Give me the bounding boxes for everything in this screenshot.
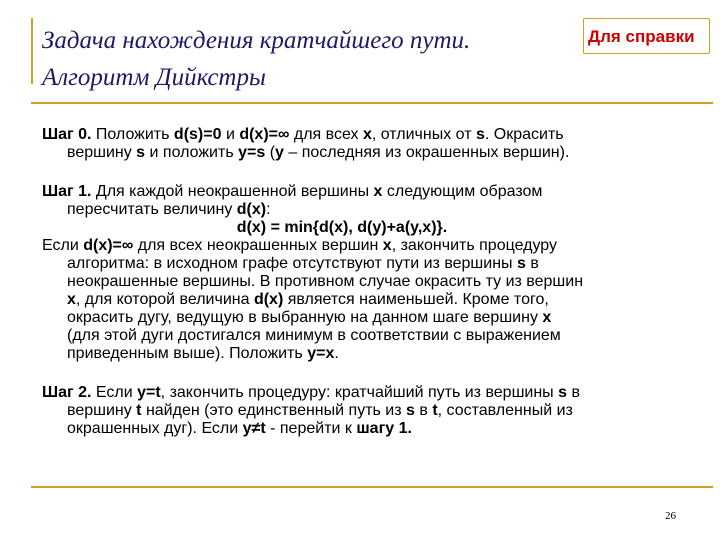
step-0-text: для всех — [289, 126, 363, 143]
step-1-term: s — [516, 255, 526, 272]
step-1-term: x — [373, 183, 383, 200]
step-2-text: в — [567, 384, 580, 401]
reference-badge: Для справки — [583, 18, 710, 54]
step-1-text: Для каждой неокрашенной вершины — [91, 183, 374, 200]
step-0-text: Положить — [91, 126, 174, 143]
step-2-text: - перейти к — [265, 420, 357, 437]
step-1-text: алгоритма: в исходном графе отсутствуют пути из вершины — [67, 255, 517, 272]
step-0-text: вершину — [67, 144, 137, 161]
step-1-term: x — [67, 291, 76, 308]
step-0-term: s — [136, 144, 146, 161]
step-0-text: – последняя из окрашенных вершин). — [283, 144, 570, 161]
step-2-paragraph — [42, 384, 702, 438]
spacer — [42, 363, 702, 384]
title-divider-line — [31, 102, 713, 104]
step-2-term: y=t — [137, 384, 161, 401]
step-2-text: в — [414, 402, 433, 419]
slide-title — [42, 22, 562, 96]
step-0-text: , отличных от — [371, 126, 476, 143]
step-2-text: окрашенных дуг). Если — [67, 420, 243, 437]
step-0-paragraph — [42, 126, 702, 162]
step-1-else-line-4 — [42, 291, 702, 309]
step-2-text: найден (это единственный путь из — [141, 402, 407, 419]
step-1-term: y=x — [307, 345, 335, 362]
step-1-text: приведенным выше). Положить — [67, 345, 308, 362]
step-2-text: вершину — [67, 402, 137, 419]
step-2-line-1 — [42, 384, 702, 402]
step-1-term: d(x) — [253, 291, 284, 308]
step-2-term: s — [558, 384, 568, 401]
step-1-text: для всех неокрашенных вершин — [133, 237, 383, 254]
step-0-text: и — [221, 126, 240, 143]
step-2-line-2 — [42, 402, 702, 420]
step-2-term: t — [136, 402, 142, 419]
step-1-term: x — [542, 309, 552, 326]
step-1-else-line-5 — [42, 309, 702, 327]
step-1-text: (для этой дуги достигался минимум в соответствии с выражением — [67, 327, 561, 344]
step-0-line-2 — [42, 144, 702, 162]
step-1-else-line-1 — [42, 237, 702, 255]
update-formula: d(x) = min{d(x), d(y)+a(y,x)}. — [236, 219, 448, 236]
step-1-text: , закончить процедуру — [391, 237, 557, 254]
step-0-term: s — [475, 126, 485, 143]
step-0-term: y — [275, 144, 284, 161]
step-0-text: . Окрасить — [484, 126, 564, 143]
step-0-text: и положить — [145, 144, 239, 161]
title-line-1: Задача нахождения кратчайшего пути. — [42, 27, 471, 54]
page-number: 26 — [665, 510, 676, 522]
step-1-text: в — [525, 255, 539, 272]
step-2-term: t — [432, 402, 438, 419]
step-1-text: является наименьшей. Кроме того, — [283, 291, 549, 308]
step-1-term: x — [382, 237, 392, 254]
step-2-text: , закончить процедуру: кратчайший путь из вершины — [160, 384, 559, 401]
step-0-term: d(s)=0 — [173, 126, 222, 143]
step-1-text: следующим образом — [382, 183, 543, 200]
step-1-else-line-6 — [42, 327, 702, 345]
step-1-text: окрасить дугу, ведущую в выбранную на данном шаге вершину — [67, 309, 543, 326]
spacer — [42, 162, 702, 183]
step-2-text: Если — [91, 384, 138, 401]
step-1-formula — [42, 219, 642, 237]
step-1-text: неокрашенные вершины. В противном случае окрасить ту из вершин — [67, 273, 584, 290]
footer-divider-line — [31, 486, 713, 488]
step-1-line-2 — [42, 201, 702, 219]
step-0-text: ( — [265, 144, 276, 161]
step-2-label: Шаг 2. — [42, 384, 92, 401]
step-1-label: Шаг 1. — [42, 183, 92, 200]
step-2-term: y≠t — [242, 420, 266, 437]
step-0-label: Шаг 0. — [42, 126, 92, 143]
step-1-else-line-7 — [42, 345, 702, 363]
step-1-paragraph — [42, 183, 702, 363]
step-1-else-line-2 — [42, 255, 702, 273]
algorithm-steps — [42, 126, 702, 438]
step-2-term: s — [406, 402, 415, 419]
title-line-2: Алгоритм Дийкстры — [42, 64, 266, 91]
step-1-text: Если — [42, 237, 84, 254]
step-0-term: d(x)=∞ — [239, 126, 290, 143]
step-1-text: : — [266, 201, 271, 218]
step-1-term: d(x)=∞ — [83, 237, 134, 254]
step-1-text: . — [334, 345, 339, 362]
step-1-line-1 — [42, 183, 702, 201]
step-1-else-line-3 — [42, 273, 702, 291]
step-0-term: x — [362, 126, 372, 143]
step-2-text: , составленный из — [437, 402, 573, 419]
step-0-line-1 — [42, 126, 702, 144]
step-1-text: пересчитать величину — [67, 201, 237, 218]
step-0-term: y=s — [238, 144, 266, 161]
step-2-line-3 — [42, 420, 702, 438]
step-2-term: шагу 1. — [356, 420, 412, 437]
step-1-text: , для которой величина — [75, 291, 254, 308]
title-accent-vertical-line — [31, 18, 33, 84]
step-1-term: d(x) — [236, 201, 267, 218]
